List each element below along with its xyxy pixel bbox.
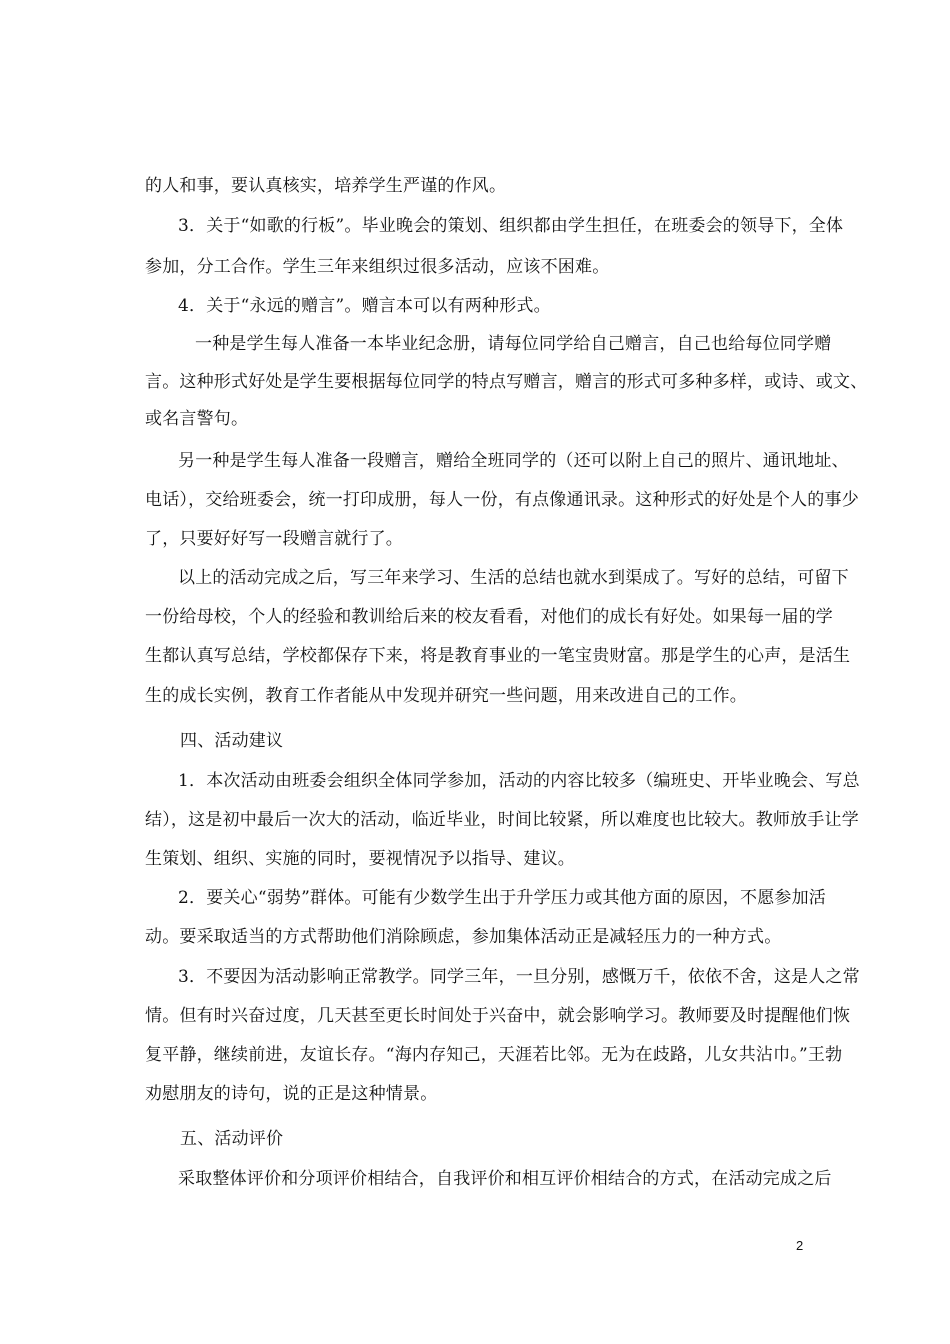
text-line: 劝慰朋友的诗句，说的正是这种情景。 bbox=[145, 1084, 438, 1104]
text-line: 生策划、组织、实施的同时，要视情况予以指导、建议。 bbox=[145, 849, 575, 869]
text-line: 3．关于“如歌的行板”。毕业晚会的策划、组织都由学生担任，在班委会的领导下，全体 bbox=[178, 216, 844, 236]
text-line: 结），这是初中最后一次大的活动，临近毕业，时间比较紧，所以难度也比较大。教师放手让学 bbox=[145, 810, 859, 830]
text-line: 电话），交给班委会，统一打印成册，每人一份，有点像通讯录。这种形式的好处是个人的事少 bbox=[145, 490, 859, 510]
text-line: 4．关于“永远的赠言”。赠言本可以有两种形式。 bbox=[178, 296, 551, 316]
text-line: 言。这种形式好处是学生要根据每位同学的特点写赠言，赠言的形式可多种多样，或诗、或文、 bbox=[145, 372, 868, 392]
text-line: 动。要采取适当的方式帮助他们消除顾虑，参加集体活动正是减轻压力的一种方式。 bbox=[145, 927, 782, 947]
text-line: 2．要关心“弱势”群体。可能有少数学生出于升学压力或其他方面的原因，不愿参加活 bbox=[178, 888, 826, 908]
text-line: 另一种是学生每人准备一段赠言，赠给全班同学的（还可以附上自己的照片、通讯地址、 bbox=[178, 451, 849, 471]
text-line: 采取整体评价和分项评价相结合，自我评价和相互评价相结合的方式，在活动完成之后 bbox=[178, 1169, 832, 1189]
text-line: 1．本次活动由班委会组织全体同学参加，活动的内容比较多（编班史、开毕业晚会、写总 bbox=[178, 771, 860, 791]
section-heading: 四、活动建议 bbox=[180, 731, 284, 751]
text-line: 了，只要好好写一段赠言就行了。 bbox=[145, 529, 403, 549]
section-heading: 五、活动评价 bbox=[180, 1129, 284, 1149]
text-line: 或名言警句。 bbox=[145, 409, 249, 429]
text-line: 3．不要因为活动影响正常教学。同学三年，一旦分别，感慨万千，依依不舍，这是人之常 bbox=[178, 967, 860, 987]
text-line: 以上的活动完成之后，写三年来学习、生活的总结也就水到渠成了。写好的总结，可留下 bbox=[178, 568, 849, 588]
text-line: 复平静，继续前进，友谊长存。“海内存知己，天涯若比邻。无为在歧路，儿女共沾巾。”王勃 bbox=[145, 1045, 843, 1065]
text-line: 参加，分工合作。学生三年来组织过很多活动，应该不困难。 bbox=[145, 257, 610, 277]
text-line: 情。但有时兴奋过度，几天甚至更长时间处于兴奋中，就会影响学习。教师要及时提醒他们恢 bbox=[145, 1006, 851, 1026]
text-line: 生的成长实例，教育工作者能从中发现并研究一些问题，用来改进自己的工作。 bbox=[145, 686, 747, 706]
text-line: 一种是学生每人准备一本毕业纪念册，请每位同学给自己赠言，自己也给每位同学赠 bbox=[195, 334, 832, 354]
text-line: 的人和事，要认真核实，培养学生严谨的作风。 bbox=[145, 176, 507, 196]
page-number: 2 bbox=[796, 1238, 804, 1253]
text-line: 生都认真写总结，学校都保存下来，将是教育事业的一笔宝贵财富。那是学生的心声，是活生 bbox=[145, 646, 851, 666]
text-line: 一份给母校，个人的经验和教训给后来的校友看看，对他们的成长有好处。如果每一届的学 bbox=[145, 607, 833, 627]
